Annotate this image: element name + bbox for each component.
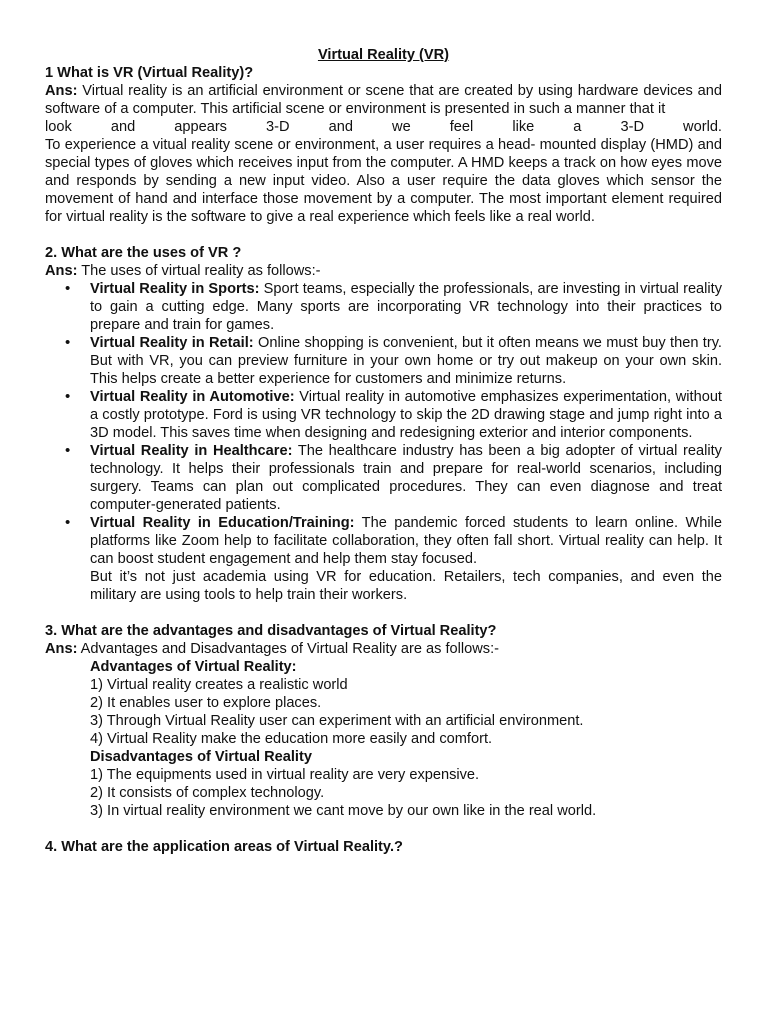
list-item xyxy=(65,334,722,388)
answer-3-intro xyxy=(45,640,722,658)
bullet-icon: • xyxy=(65,388,71,405)
answer-2-intro xyxy=(45,262,722,280)
answer-label: Ans: xyxy=(45,641,78,657)
answer-2-text: The uses of virtual reality as follows:- xyxy=(77,263,321,279)
list-item-label: Virtual Reality in Retail: xyxy=(90,335,254,351)
document-title: Virtual Reality (VR) xyxy=(317,47,450,63)
list-item-label: Virtual Reality in Education/Training: xyxy=(90,515,355,531)
advantage-item: 3) Through Virtual Reality user can experiment with an artificial environment. xyxy=(90,713,584,729)
bullet-icon: • xyxy=(65,280,71,297)
spacer xyxy=(45,226,722,244)
answer-label: Ans: xyxy=(45,263,78,279)
spacer xyxy=(45,820,722,838)
bullet-icon: • xyxy=(65,514,71,531)
disadvantage-item: 1) The equipments used in virtual reality are very expensive. xyxy=(90,767,480,783)
list-item-text: Sport teams, especially the professionals, are investing in virtual reality to gain a cutting edge. Many sports are incorporating VR technology into their practices to prepare and train for games. xyxy=(90,281,723,333)
list-item xyxy=(65,388,722,442)
disadvantages-heading: Disadvantages of Virtual Reality xyxy=(90,749,312,765)
list-item xyxy=(65,442,722,514)
answer-1-text: Virtual reality is an artificial environment or scene that are created by using hardware devices and software of a computer. This artificial scene or environment is presented in such a manner that it xyxy=(45,83,722,117)
list-item xyxy=(65,280,723,334)
answer-1-paragraph-2: To experience a vitual reality scene or environment, a user requires a head- mounted display (HMD) and special types of gloves which receives input from the computer. A HMD keeps a track on how eyes move and responds by sending a new input video. Also a user require the data gloves which sensor the movement of hand and interface those movement by a computer. The most important element required for virtual reality is the software to give a real experience which feels like a real world. xyxy=(45,137,722,225)
list-item-text: The healthcare industry has been a big adopter of virtual reality technology. It helps their professionals train and prepare for real-world scenarios, including surgery. Teams can plan out complicated procedures. They can even diagnose and treat computer-generated patients. xyxy=(90,443,722,513)
list-item-text: The pandemic forced students to learn online. While platforms like Zoom help to facilitate collaboration, they often fall short. Virtual reality can help. It can boost student engagement and help them stay focused. xyxy=(90,515,722,567)
disadvantage-item: 2) It consists of complex technology. xyxy=(90,785,325,801)
list-item-text: Virtual reality in automotive emphasizes experimentation, without a costly prototype. Ford is using VR technology to skip the 2D drawing stage and jump right into a 3D model. This saves time when designing and redesigning exterior and interior components. xyxy=(90,389,722,441)
list-item-label: Virtual Reality in Automotive: xyxy=(90,389,295,405)
question-4: 4. What are the application areas of Virtual Reality.? xyxy=(45,839,403,855)
question-2: 2. What are the uses of VR ? xyxy=(45,245,242,261)
question-3: 3. What are the advantages and disadvantages of Virtual Reality? xyxy=(45,623,497,639)
list-item-label: Virtual Reality in Sports: xyxy=(90,281,260,297)
answer-3-text: Advantages and Disadvantages of Virtual Reality are as follows:- xyxy=(77,641,500,657)
list-item-label: Virtual Reality in Healthcare: xyxy=(90,443,293,459)
advantage-item: 1) Virtual reality creates a realistic world xyxy=(90,677,348,693)
answer-1-paragraph-1 xyxy=(45,82,722,118)
advantage-item: 4) Virtual Reality make the education more easily and comfort. xyxy=(90,731,493,747)
disadvantage-item: 3) In virtual reality environment we cant move by our own like in the real world. xyxy=(90,803,597,819)
list-item xyxy=(65,514,722,604)
bullet-icon: • xyxy=(65,442,71,459)
advantage-item: 2) It enables user to explore places. xyxy=(90,695,322,711)
uses-list xyxy=(45,280,722,604)
answer-1-justified-line: look and appears 3-D and we feel like a 3-D world. xyxy=(45,119,722,135)
advantages-heading: Advantages of Virtual Reality: xyxy=(90,659,297,675)
spacer xyxy=(45,604,722,622)
advantages-section xyxy=(45,658,722,820)
question-1: 1 What is VR (Virtual Reality)? xyxy=(45,65,254,81)
list-item-extra-text: But it’s not just academia using VR for education. Retailers, tech companies, and even the military are using tools to help train their workers. xyxy=(90,569,722,603)
answer-label: Ans: xyxy=(45,83,78,99)
bullet-icon: • xyxy=(65,334,71,351)
list-item-text: Online shopping is convenient, but it often means we must buy then try. But with VR, you can preview furniture in your own home or try out makeup on your own skin. This helps create a better experience for customers and minimize returns. xyxy=(90,335,722,387)
